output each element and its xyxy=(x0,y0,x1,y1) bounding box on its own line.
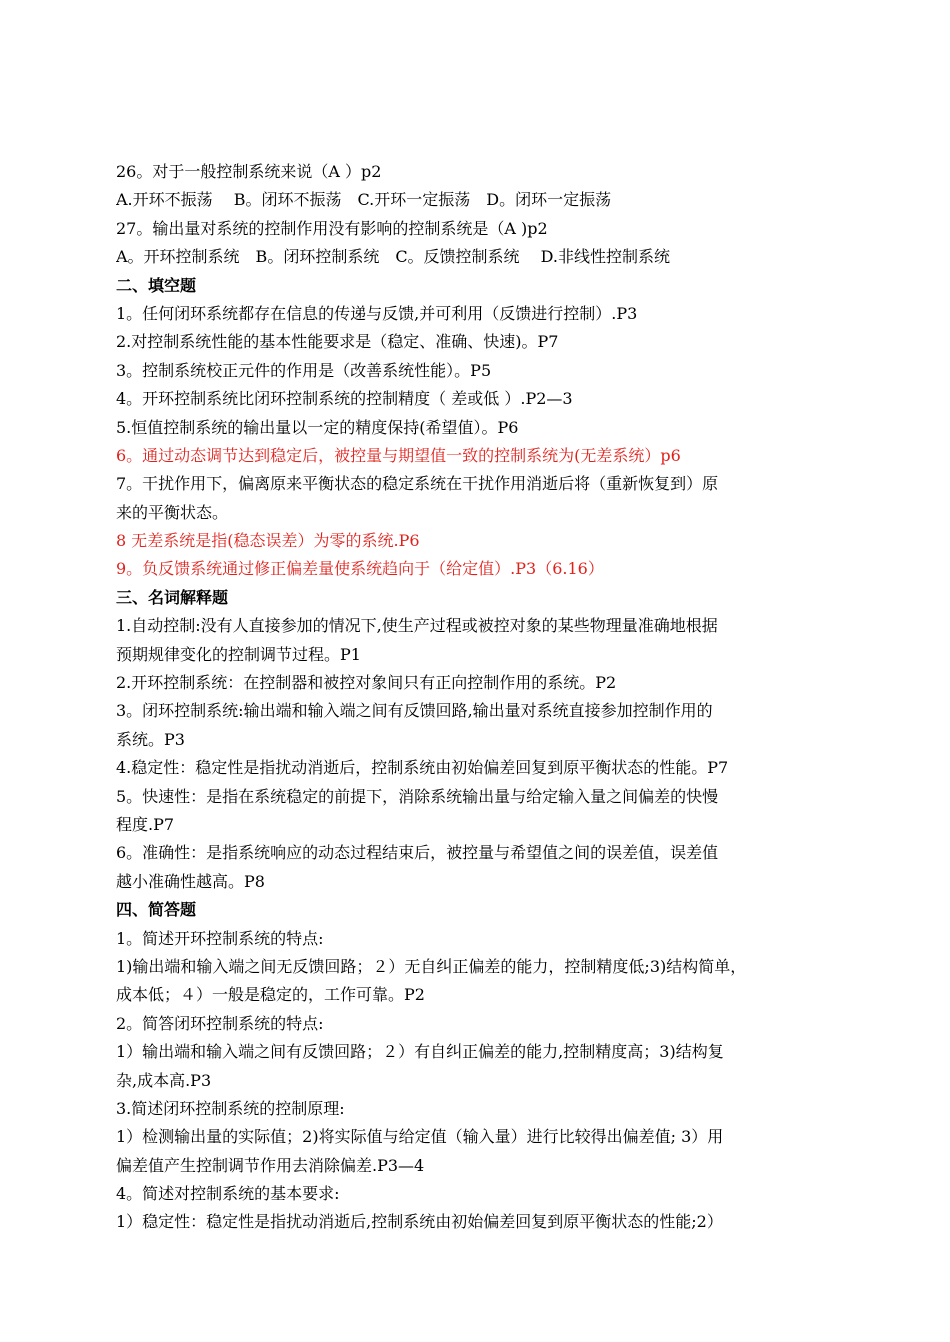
text-line: 5.恒值控制系统的输出量以一定的精度保持(希望值）。P6 xyxy=(116,417,519,437)
text-line: A。开环控制系统 B。闭环控制系统 C。反馈控制系统 D.非线性控制系统 xyxy=(116,247,670,267)
text-line: 来的平衡状态。 xyxy=(116,502,229,522)
text-line: 26。对于一般控制系统来说（A ）p2 xyxy=(116,162,382,181)
section-heading: 二、填空题 xyxy=(116,275,197,295)
text-line: 1）检测输出量的实际值；2)将实际值与给定值（输入量）进行比较得出偏差值; 3）用 xyxy=(116,1127,724,1147)
text-line: 越小准确性越高。P8 xyxy=(116,871,265,891)
text-line: 8 无差系统是指(稳态误差）为零的系统.P6 xyxy=(116,531,420,551)
text-line: 1。任何闭环系统都存在信息的传递与反馈,并可利用（反馈进行控制）.P3 xyxy=(116,303,638,323)
text-line: 1.自动控制:没有人直接参加的情况下,使生产过程或被控对象的某些物理量准确地根据 xyxy=(116,616,718,636)
text-line: 3。控制系统校正元件的作用是（改善系统性能）。P5 xyxy=(116,360,492,380)
section-heading: 四、简答题 xyxy=(116,900,197,920)
text-line: 3。闭环控制系统:输出端和输入端之间有反馈回路,输出量对系统直接参加控制作用的 xyxy=(116,701,713,721)
text-line: 5。快速性：是指在系统稳定的前提下，消除系统输出量与给定输入量之间偏差的快慢 xyxy=(116,786,719,806)
text-line: 6。通过动态调节达到稳定后，被控量与期望值一致的控制系统为(无差系统）p6 xyxy=(116,445,681,465)
text-line: 1）输出端和输入端之间有反馈回路；２）有自纠正偏差的能力,控制精度高；3)结构复 xyxy=(116,1042,724,1062)
text-line: 成本低；４）一般是稳定的，工作可靠。P2 xyxy=(116,985,425,1005)
text-line: 2。简答闭环控制系统的特点: xyxy=(116,1013,324,1033)
text-line: 4.稳定性：稳定性是指扰动消逝后，控制系统由初始偏差回复到原平衡状态的性能。P7 xyxy=(116,758,729,778)
text-line: 系统。P3 xyxy=(116,729,185,749)
text-line: 2.对控制系统性能的基本性能要求是（稳定、准确、快速)。P7 xyxy=(116,332,559,352)
document-body xyxy=(116,158,840,1237)
text-line: 偏差值产生控制调节作用去消除偏差.P3—4 xyxy=(116,1155,425,1175)
text-line: A.开环不振荡 B。闭环不振荡 C.开环一定振荡 D。闭环一定振荡 xyxy=(116,190,612,210)
text-line: 27。输出量对系统的控制作用没有影响的控制系统是（A )p2 xyxy=(116,218,548,238)
text-line: 4。简述对控制系统的基本要求: xyxy=(116,1184,340,1204)
text-line: 1)输出端和输入端之间无反馈回路；２）无自纠正偏差的能力，控制精度低;3)结构简单， xyxy=(116,956,747,976)
text-line: 1）稳定性：稳定性是指扰动消逝后,控制系统由初始偏差回复到原平衡状态的性能;2） xyxy=(116,1212,723,1232)
text-line: 杂,成本高.P3 xyxy=(116,1070,212,1090)
text-line: 6。准确性：是指系统响应的动态过程结束后，被控量与希望值之间的误差值，误差值 xyxy=(116,843,719,863)
section-heading: 三、名词解释题 xyxy=(116,587,229,607)
text-line: 预期规律变化的控制调节过程。P1 xyxy=(116,644,361,664)
text-line: 2.开环控制系统：在控制器和被控对象间只有正向控制作用的系统。P2 xyxy=(116,673,617,693)
text-line: 1。简述开环控制系统的特点: xyxy=(116,928,324,948)
text-line: 7。干扰作用下，偏离原来平衡状态的稳定系统在干扰作用消逝后将（重新恢复到）原 xyxy=(116,474,719,494)
text-line: 4。开环控制系统比闭环控制系统的控制精度（ 差或低 ）.P2—3 xyxy=(116,389,573,409)
text-line: 9。负反馈系统通过修正偏差量使系统趋向于（给定值）.P3（6.16） xyxy=(116,559,604,579)
text-line: 3.简述闭环控制系统的控制原理: xyxy=(116,1098,345,1118)
text-line: 程度.P7 xyxy=(116,814,175,834)
